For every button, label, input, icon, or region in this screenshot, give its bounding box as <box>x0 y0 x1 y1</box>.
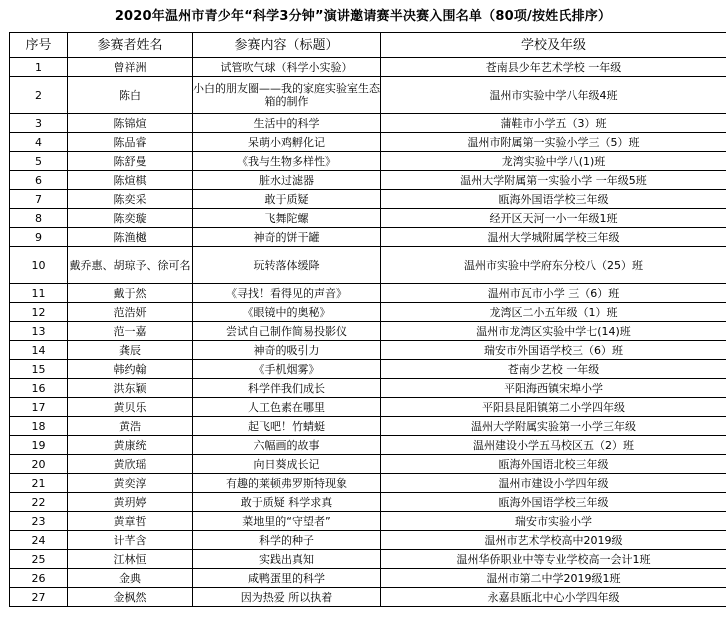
cell-number: 24 <box>10 531 68 550</box>
cell-participant-name: 金典 <box>68 569 193 588</box>
cell-participant-name: 陈煊棋 <box>68 171 193 190</box>
cell-entry-title: 科学伴我们成长 <box>193 379 381 398</box>
cell-school-grade: 瓯海外国语学校三年级 <box>381 493 726 512</box>
cell-school-grade: 蒲鞋市小学五（3）班 <box>381 114 726 133</box>
cell-entry-title: 咸鸭蛋里的科学 <box>193 569 381 588</box>
cell-participant-name: 陈渔樾 <box>68 228 193 247</box>
cell-participant-name: 韩约翰 <box>68 360 193 379</box>
cell-school-grade: 温州市龙湾区实验中学七(14)班 <box>381 322 726 341</box>
cell-participant-name: 曾祥洲 <box>68 58 193 77</box>
cell-entry-title: 敢于质疑 <box>193 190 381 209</box>
cell-entry-title: 实践出真知 <box>193 550 381 569</box>
cell-number: 12 <box>10 303 68 322</box>
cell-school-grade: 温州大学城附属学校三年级 <box>381 228 726 247</box>
cell-school-grade: 温州市建设小学四年级 <box>381 474 726 493</box>
page-title: 2020年温州市青少年“科学3分钟”演讲邀请赛半决赛入围名单（80项/按姓氏排序） <box>114 9 612 24</box>
header-entry-title: 参赛内容（标题） <box>193 33 381 58</box>
table-row <box>10 531 726 550</box>
cell-entry-title: 人工色素在哪里 <box>193 398 381 417</box>
table-row <box>10 303 726 322</box>
cell-number: 13 <box>10 322 68 341</box>
cell-number: 17 <box>10 398 68 417</box>
cell-participant-name: 黄康统 <box>68 436 193 455</box>
cell-entry-title: 敢于质疑 科学求真 <box>193 493 381 512</box>
table-row <box>10 152 726 171</box>
cell-school-grade: 温州市第二中学2019级1班 <box>381 569 726 588</box>
table-row <box>10 379 726 398</box>
cell-participant-name: 黄浩 <box>68 417 193 436</box>
cell-entry-title: 菜地里的“守望者” <box>193 512 381 531</box>
cell-school-grade: 经开区天河一小一年级1班 <box>381 209 726 228</box>
cell-school-grade: 温州市实验中学八年级4班 <box>381 77 726 114</box>
table-row <box>10 569 726 588</box>
cell-school-grade: 苍南少艺校 一年级 <box>381 360 726 379</box>
cell-number: 18 <box>10 417 68 436</box>
table-row <box>10 77 726 114</box>
cell-participant-name: 陈奕璇 <box>68 209 193 228</box>
cell-school-grade: 龙湾区二小五年级（1）班 <box>381 303 726 322</box>
cell-number: 22 <box>10 493 68 512</box>
table-row <box>10 417 726 436</box>
cell-school-grade: 永嘉县瓯北中心小学四年级 <box>381 588 726 607</box>
cell-participant-name: 黄章哲 <box>68 512 193 531</box>
cell-number: 25 <box>10 550 68 569</box>
cell-number: 23 <box>10 512 68 531</box>
table-row <box>10 341 726 360</box>
cell-entry-title: 六幅画的故事 <box>193 436 381 455</box>
cell-participant-name: 洪东颖 <box>68 379 193 398</box>
table-row <box>10 190 726 209</box>
cell-number: 20 <box>10 455 68 474</box>
table-row <box>10 284 726 303</box>
cell-number: 8 <box>10 209 68 228</box>
cell-participant-name: 范一嘉 <box>68 322 193 341</box>
cell-number: 6 <box>10 171 68 190</box>
cell-number: 14 <box>10 341 68 360</box>
cell-school-grade: 温州市瓦市小学 三（6）班 <box>381 284 726 303</box>
header-school-grade: 学校及年级 <box>381 33 726 58</box>
cell-participant-name: 戴乔惠、胡琼予、徐可名 <box>68 247 193 284</box>
cell-entry-title: 向日葵成长记 <box>193 455 381 474</box>
cell-entry-title: 神奇的吸引力 <box>193 341 381 360</box>
table-row <box>10 398 726 417</box>
cell-school-grade: 平阳县昆阳镇第二小学四年级 <box>381 398 726 417</box>
cell-participant-name: 戴于然 <box>68 284 193 303</box>
cell-participant-name: 范浩妍 <box>68 303 193 322</box>
cell-entry-title: 起飞吧！竹蜻蜓 <box>193 417 381 436</box>
table-row <box>10 550 726 569</box>
cell-number: 26 <box>10 569 68 588</box>
cell-number: 21 <box>10 474 68 493</box>
cell-entry-title: 《我与生物多样性》 <box>193 152 381 171</box>
cell-participant-name: 陈白 <box>68 77 193 114</box>
table-row <box>10 114 726 133</box>
cell-school-grade: 瑞安市实验小学 <box>381 512 726 531</box>
cell-school-grade: 温州市附属第一实验小学三（5）班 <box>381 133 726 152</box>
cell-participant-name: 黄玥婷 <box>68 493 193 512</box>
cell-entry-title: 脏水过滤器 <box>193 171 381 190</box>
cell-participant-name: 江林恒 <box>68 550 193 569</box>
cell-entry-title: 《寻找！看得见的声音》 <box>193 284 381 303</box>
cell-participant-name: 陈品睿 <box>68 133 193 152</box>
cell-entry-title: 《手机烟雾》 <box>193 360 381 379</box>
cell-number: 10 <box>10 247 68 284</box>
cell-entry-title: 呆萌小鸡孵化记 <box>193 133 381 152</box>
cell-number: 2 <box>10 77 68 114</box>
table-row <box>10 133 726 152</box>
header-participant-name: 参赛者姓名 <box>68 33 193 58</box>
cell-entry-title: 飞舞陀螺 <box>193 209 381 228</box>
cell-entry-title: 试管吹气球（科学小实验） <box>193 58 381 77</box>
table-row <box>10 512 726 531</box>
cell-number: 5 <box>10 152 68 171</box>
cell-participant-name: 黄欣瑶 <box>68 455 193 474</box>
cell-number: 4 <box>10 133 68 152</box>
cell-school-grade: 温州华侨职业中等专业学校高一会计1班 <box>381 550 726 569</box>
cell-entry-title: 有趣的莱顿弗罗斯特现象 <box>193 474 381 493</box>
cell-school-grade: 瓯海外国语北校三年级 <box>381 455 726 474</box>
cell-school-grade: 温州大学附属第一实验小学 一年级5班 <box>381 171 726 190</box>
cell-school-grade: 温州建设小学五马校区五（2）班 <box>381 436 726 455</box>
cell-participant-name: 龚辰 <box>68 341 193 360</box>
cell-school-grade: 苍南县少年艺术学校 一年级 <box>381 58 726 77</box>
table-row <box>10 58 726 77</box>
cell-entry-title: 生活中的科学 <box>193 114 381 133</box>
table-row <box>10 493 726 512</box>
cell-school-grade: 龙湾实验中学八(1)班 <box>381 152 726 171</box>
cell-number: 19 <box>10 436 68 455</box>
cell-participant-name: 陈奕采 <box>68 190 193 209</box>
cell-participant-name: 金枫然 <box>68 588 193 607</box>
cell-school-grade: 瑞安市外国语学校三（6）班 <box>381 341 726 360</box>
table-row <box>10 247 726 284</box>
cell-participant-name: 陈锦煊 <box>68 114 193 133</box>
cell-school-grade: 平阳海西镇宋埠小学 <box>381 379 726 398</box>
cell-number: 16 <box>10 379 68 398</box>
cell-number: 3 <box>10 114 68 133</box>
finalist-table <box>9 32 726 607</box>
cell-number: 7 <box>10 190 68 209</box>
table-row <box>10 474 726 493</box>
cell-number: 11 <box>10 284 68 303</box>
table-header-row <box>10 33 726 58</box>
table-row <box>10 436 726 455</box>
cell-school-grade: 温州大学附属实验第一小学三年级 <box>381 417 726 436</box>
cell-entry-title: 《眼镜中的奥秘》 <box>193 303 381 322</box>
cell-entry-title: 神奇的饼干罐 <box>193 228 381 247</box>
cell-school-grade: 温州市艺术学校高中2019级 <box>381 531 726 550</box>
cell-school-grade: 瓯海外国语学校三年级 <box>381 190 726 209</box>
cell-entry-title: 玩转落体缓降 <box>193 247 381 284</box>
cell-entry-title: 科学的种子 <box>193 531 381 550</box>
cell-number: 1 <box>10 58 68 77</box>
table-row <box>10 228 726 247</box>
cell-entry-title: 因为热爱 所以执着 <box>193 588 381 607</box>
table-row <box>10 209 726 228</box>
table-row <box>10 588 726 607</box>
table-row <box>10 455 726 474</box>
cell-participant-name: 黄奕淳 <box>68 474 193 493</box>
table-row <box>10 322 726 341</box>
cell-number: 27 <box>10 588 68 607</box>
cell-participant-name: 计芊含 <box>68 531 193 550</box>
table-row <box>10 360 726 379</box>
cell-participant-name: 陈舒曼 <box>68 152 193 171</box>
cell-number: 15 <box>10 360 68 379</box>
header-number: 序号 <box>10 33 68 58</box>
cell-number: 9 <box>10 228 68 247</box>
cell-entry-title: 尝试自己制作简易投影仪 <box>193 322 381 341</box>
cell-participant-name: 黄贝乐 <box>68 398 193 417</box>
cell-entry-title: 小白的朋友圈——我的家庭实验室生态箱的制作 <box>193 77 381 114</box>
table-row <box>10 171 726 190</box>
cell-school-grade: 温州市实验中学府东分校八（25）班 <box>381 247 726 284</box>
